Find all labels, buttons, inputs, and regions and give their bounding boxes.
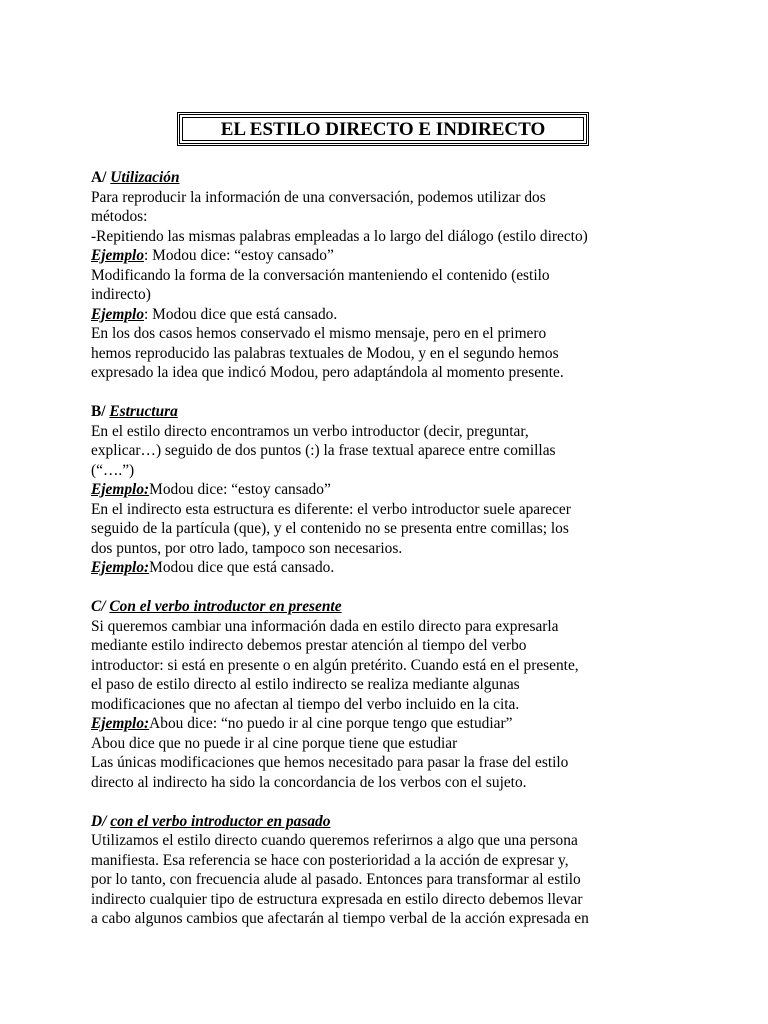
section-heading-title: Utilización (110, 169, 180, 186)
paragraph-line: a cabo algunos cambios que afectarán al tiempo verbal de la acción expresada en (91, 910, 589, 927)
paragraph-line: directo al indirecto ha sido la concordancia de los verbos con el sujeto. (91, 773, 527, 791)
example-label: Ejemplo: (91, 715, 150, 732)
paragraph-line: Las únicas modificaciones que hemos necesitado para pasar la frase del estilo (91, 754, 569, 771)
paragraph-line: explicar…) seguido de dos puntos (:) la frase textual aparece entre comillas (91, 442, 556, 459)
example-label: Ejemplo: (91, 481, 150, 498)
paragraph-line: Modificando la forma de la conversación manteniendo el contenido (estilo (91, 266, 550, 284)
example-label: Ejemplo (91, 305, 145, 323)
paragraph-line: En el indirecto esta estructura es diferente: el verbo introductor suele aparecer (91, 500, 571, 518)
section-heading-title: con el verbo introductor en pasado (110, 812, 331, 830)
paragraph-line: Abou dice que no puede ir al cine porque tiene que estudiar (91, 734, 458, 752)
paragraph-line: Utilizamos el estilo directo cuando queremos referirnos a algo que una persona (91, 832, 578, 849)
paragraph-line: (“….”) (91, 461, 135, 479)
paragraph-line: manifiesta. Esa referencia se hace con posterioridad a la acción de expresar y, (91, 851, 569, 869)
paragraph-line: Para reproducir la información de una conversación, podemos utilizar dos (91, 188, 546, 206)
paragraph-line: modificaciones que no afectan al tiempo del verbo incluido en la cita. (91, 695, 520, 713)
paragraph-line: mediante estilo indirecto debemos prestar atención al tiempo del verbo (91, 637, 527, 654)
paragraph-line: En los dos casos hemos conservado el mismo mensaje, pero en el primero (91, 325, 547, 342)
paragraph-line: dos puntos, por otro lado, tampoco son necesarios. (91, 539, 403, 557)
document-body (91, 168, 691, 929)
paragraph-line: -Repitiendo las mismas palabras empleadas a lo largo del diálogo (estilo directo) (91, 227, 588, 245)
example-line: Ejemplo:Modou dice: “estoy cansado” (91, 481, 331, 498)
paragraph-line: introductor: si está en presente o en algún pretérito. Cuando está en el presente, (91, 656, 579, 674)
section-heading-title: Con el verbo introductor en presente (109, 598, 342, 615)
example-label: Ejemplo: (91, 559, 150, 576)
document-page (91, 112, 691, 929)
section-c (91, 597, 691, 792)
document-title: EL ESTILO DIRECTO E INDIRECTO (182, 117, 584, 141)
example-line: Ejemplo:Modou dice que está cansado. (91, 559, 335, 576)
example-label: Ejemplo (91, 247, 145, 264)
paragraph-line: por lo tanto, con frecuencia alude al pasado. Entonces para transformar al estilo (91, 871, 581, 888)
spacer (91, 578, 691, 598)
section-heading: A/ Utilización (91, 169, 180, 186)
section-d (91, 812, 691, 929)
paragraph-line: Si queremos cambiar una información dada en estilo directo para expresarla (91, 617, 559, 635)
example-line: Ejemplo: Modou dice que está cansado. (91, 305, 338, 323)
example-line: Ejemplo:Abou dice: “no puedo ir al cine porque tengo que estudiar” (91, 715, 513, 732)
spacer (91, 792, 691, 812)
paragraph-line: indirecto cualquier tipo de estructura expresada en estilo directo debemos llevar (91, 890, 583, 908)
section-heading: C/ Con el verbo introductor en presente (91, 598, 342, 615)
section-heading: B/ Estructura (91, 403, 178, 420)
paragraph-line: hemos reproducido las palabras textuales de Modou, y en el segundo hemos (91, 344, 559, 362)
paragraph-line: métodos: (91, 208, 148, 225)
example-line: Ejemplo: Modou dice: “estoy cansado” (91, 247, 334, 264)
section-a (91, 168, 691, 383)
paragraph-line: indirecto) (91, 286, 151, 303)
section-heading: D/ con el verbo introductor en pasado (91, 812, 331, 830)
paragraph-line: En el estilo directo encontramos un verbo introductor (decir, preguntar, (91, 422, 529, 440)
spacer (91, 383, 691, 403)
paragraph-line: el paso de estilo directo al estilo indirecto se realiza mediante algunas (91, 676, 520, 693)
section-heading-title: Estructura (109, 403, 178, 420)
paragraph-line: expresado la idea que indicó Modou, pero adaptándola al momento presente. (91, 364, 564, 381)
paragraph-line: seguido de la partícula (que), y el contenido no se presenta entre comillas; los (91, 520, 569, 537)
title-frame (177, 112, 589, 146)
section-b (91, 402, 691, 578)
